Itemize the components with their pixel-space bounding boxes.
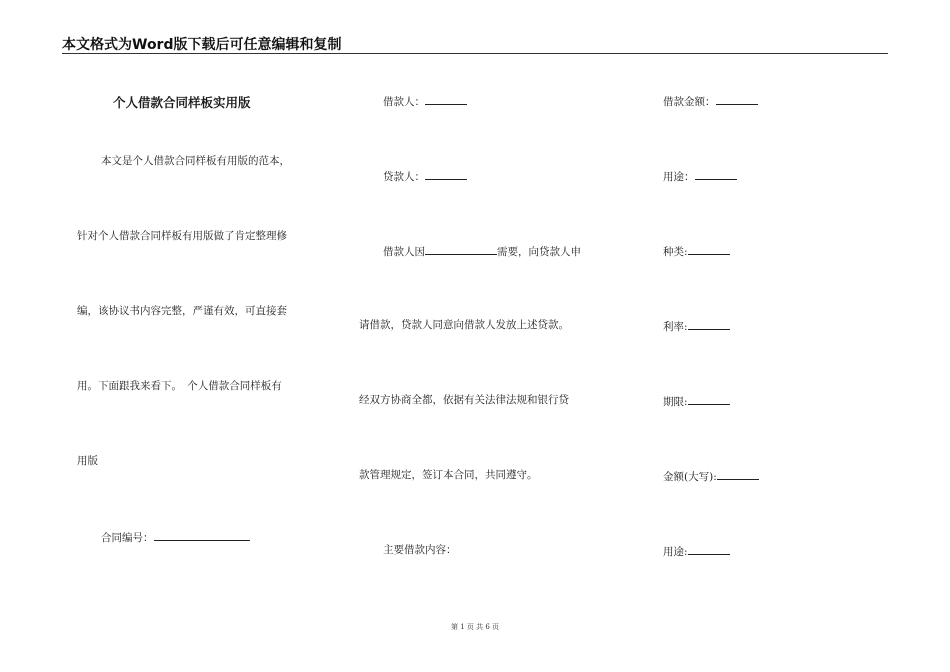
intro-line-2: 针对个人借款合同样板有用版做了肯定整理修 xyxy=(77,230,287,242)
intro-line-1: 本文是个人借款合同样板有用版的范本， xyxy=(101,155,290,167)
reason-prefix: 借款人因 xyxy=(383,246,425,258)
lender-label: 贷款人： xyxy=(383,171,425,183)
borrower-field xyxy=(383,93,467,109)
term-field xyxy=(663,393,730,409)
contract-number-label: 合同编号： xyxy=(101,532,154,544)
purpose-label: 用途： xyxy=(663,171,695,183)
term-blank xyxy=(688,393,730,405)
document-title: 个人借款合同样板实用版 xyxy=(113,95,251,110)
lender-blank xyxy=(425,168,467,180)
purpose2-label: 用途: xyxy=(663,546,688,558)
borrower-blank xyxy=(425,93,467,105)
agreement-line-4: 款管理规定，签订本合同，共同遵守。 xyxy=(359,469,538,481)
amount-caps-field xyxy=(663,468,759,484)
intro-line-3: 编，该协议书内容完整，严谨有效，可直接套 xyxy=(77,305,287,317)
purpose-field xyxy=(663,168,737,184)
document-header: 本文格式为Word版下载后可任意编辑和复制 xyxy=(62,37,342,53)
amount-caps-blank xyxy=(717,468,759,480)
rate-blank xyxy=(688,318,730,330)
intro-line-4: 用。下面跟我来看下。 个人借款合同样板有 xyxy=(77,380,282,392)
purpose2-blank xyxy=(688,543,730,555)
purpose2-field xyxy=(663,543,730,559)
page-number: 第 1 页 共 6 页 xyxy=(450,623,500,631)
type-field xyxy=(663,243,730,259)
borrower-label: 借款人： xyxy=(383,96,425,108)
reason-suffix: 需要，向贷款人申 xyxy=(497,246,581,258)
agreement-line-2: 请借款，贷款人同意向借款人发放上述贷款。 xyxy=(359,319,569,331)
loan-amount-field xyxy=(663,93,758,109)
rate-field xyxy=(663,318,730,334)
contract-number-blank xyxy=(154,529,250,541)
header-divider xyxy=(62,53,888,54)
reason-line xyxy=(383,243,581,259)
contract-number-field xyxy=(101,529,250,545)
reason-blank xyxy=(425,243,497,255)
purpose-blank xyxy=(695,168,737,180)
type-blank xyxy=(688,243,730,255)
type-label: 种类: xyxy=(663,246,688,258)
term-label: 期限: xyxy=(663,396,688,408)
amount-caps-label: 金额(大写): xyxy=(663,471,717,483)
loan-amount-blank xyxy=(716,93,758,105)
intro-line-5: 用版 xyxy=(77,455,98,467)
agreement-line-3: 经双方协商全都，依据有关法律法规和银行贷 xyxy=(359,394,569,406)
rate-label: 利率: xyxy=(663,321,688,333)
loan-amount-label: 借款金额： xyxy=(663,96,716,108)
main-content-label: 主要借款内容： xyxy=(383,544,457,556)
lender-field xyxy=(383,168,467,184)
